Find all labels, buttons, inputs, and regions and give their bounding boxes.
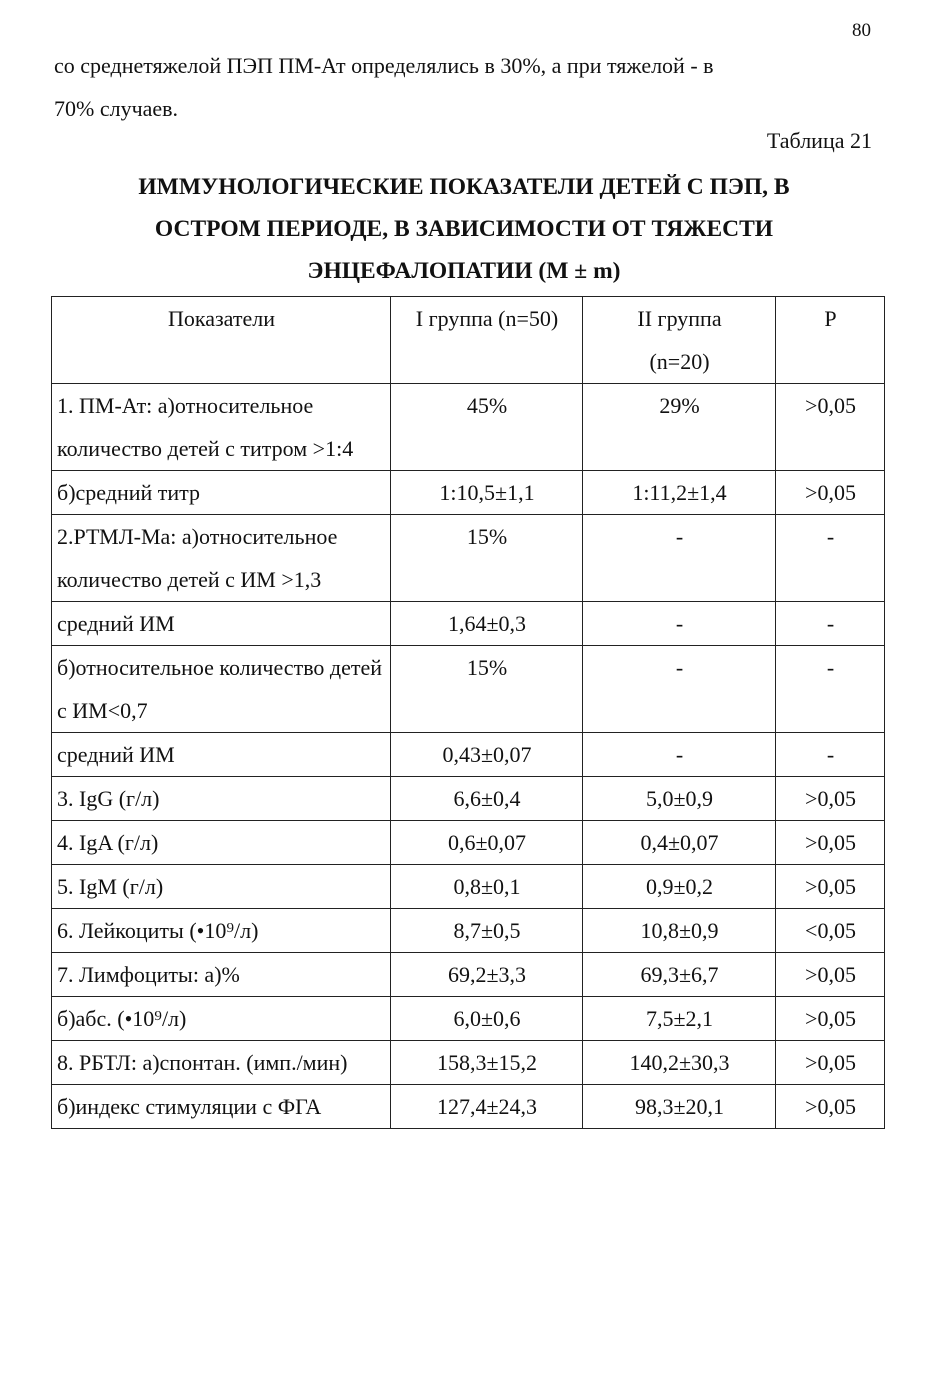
header-p: Р	[776, 297, 885, 384]
table-row	[52, 821, 885, 865]
table-row	[52, 515, 885, 602]
cell-group1: 6,6±0,4	[391, 777, 583, 821]
cell-group1: 158,3±15,2	[391, 1041, 583, 1085]
cell-group1: 0,8±0,1	[391, 865, 583, 909]
cell-group2: -	[583, 515, 776, 602]
cell-p: >0,05	[776, 384, 885, 471]
cell-p: >0,05	[776, 821, 885, 865]
cell-group1: 15%	[391, 515, 583, 602]
cell-indicator: б)средний титр	[52, 471, 391, 515]
header-group2-line1: II группа	[637, 306, 722, 331]
cell-group2: 1:11,2±1,4	[583, 471, 776, 515]
cell-p: <0,05	[776, 909, 885, 953]
immunology-table	[51, 296, 885, 1129]
cell-group2: 0,4±0,07	[583, 821, 776, 865]
table-row	[52, 602, 885, 646]
cell-indicator: 4. IgA (г/л)	[52, 821, 391, 865]
cell-indicator: средний ИМ	[52, 602, 391, 646]
cell-group1: 45%	[391, 384, 583, 471]
table-title	[54, 166, 874, 292]
cell-group2: 7,5±2,1	[583, 997, 776, 1041]
cell-indicator: 2.РТМЛ-Ма: а)относительное количество детей с ИМ >1,3	[52, 515, 391, 602]
table-row	[52, 471, 885, 515]
cell-p: >0,05	[776, 1085, 885, 1129]
cell-group1: 6,0±0,6	[391, 997, 583, 1041]
cell-group1: 1,64±0,3	[391, 602, 583, 646]
intro-paragraph	[54, 44, 874, 130]
cell-indicator: 7. Лимфоциты: а)%	[52, 953, 391, 997]
cell-p: >0,05	[776, 953, 885, 997]
cell-indicator: б)индекс стимуляции с ФГА	[52, 1085, 391, 1129]
cell-p: >0,05	[776, 865, 885, 909]
table-row	[52, 909, 885, 953]
table-row	[52, 865, 885, 909]
header-indicator: Показатели	[52, 297, 391, 384]
cell-group2: 69,3±6,7	[583, 953, 776, 997]
cell-indicator: 5. IgM (г/л)	[52, 865, 391, 909]
cell-indicator: б)относительное количество детей с ИМ<0,7	[52, 646, 391, 733]
cell-group2: -	[583, 733, 776, 777]
cell-p: -	[776, 602, 885, 646]
table-header-row	[52, 297, 885, 384]
title-line-2: ОСТРОМ ПЕРИОДЕ, В ЗАВИСИМОСТИ ОТ ТЯЖЕСТИ	[154, 216, 774, 242]
table-row	[52, 953, 885, 997]
intro-line-2: 70% случаев.	[54, 96, 179, 121]
header-group2-line2: (n=20)	[649, 349, 710, 374]
cell-group1: 127,4±24,3	[391, 1085, 583, 1129]
header-group2	[583, 297, 776, 384]
cell-p: >0,05	[776, 471, 885, 515]
cell-group2: 98,3±20,1	[583, 1085, 776, 1129]
cell-group1: 0,6±0,07	[391, 821, 583, 865]
cell-indicator: 8. РБТЛ: а)спонтан. (имп./мин)	[52, 1041, 391, 1085]
cell-group2: 0,9±0,2	[583, 865, 776, 909]
cell-indicator: 1. ПМ-Ат: а)относительное количество детей с титром >1:4	[52, 384, 391, 471]
cell-p: >0,05	[776, 777, 885, 821]
table-row	[52, 646, 885, 733]
cell-group1: 0,43±0,07	[391, 733, 583, 777]
cell-indicator: б)абс. (•10⁹/л)	[52, 997, 391, 1041]
cell-group2: -	[583, 646, 776, 733]
cell-indicator: 3. IgG (г/л)	[52, 777, 391, 821]
cell-indicator: 6. Лейкоциты (•10⁹/л)	[52, 909, 391, 953]
cell-group1: 8,7±0,5	[391, 909, 583, 953]
cell-p: -	[776, 733, 885, 777]
cell-group2: 140,2±30,3	[583, 1041, 776, 1085]
table-row	[52, 777, 885, 821]
table-row	[52, 997, 885, 1041]
page-number: 80	[852, 20, 871, 41]
table-row	[52, 1041, 885, 1085]
cell-group2: 29%	[583, 384, 776, 471]
table-row	[52, 384, 885, 471]
cell-p: -	[776, 646, 885, 733]
title-line-1: ИММУНОЛОГИЧЕСКИЕ ПОКАЗАТЕЛИ ДЕТЕЙ С ПЭП, В	[138, 174, 790, 200]
cell-p: -	[776, 515, 885, 602]
cell-indicator: средний ИМ	[52, 733, 391, 777]
cell-group2: 10,8±0,9	[583, 909, 776, 953]
table-label: Таблица 21	[766, 128, 872, 153]
cell-group2: -	[583, 602, 776, 646]
cell-group1: 15%	[391, 646, 583, 733]
cell-group1: 69,2±3,3	[391, 953, 583, 997]
table-row	[52, 1085, 885, 1129]
cell-group1: 1:10,5±1,1	[391, 471, 583, 515]
cell-p: >0,05	[776, 1041, 885, 1085]
cell-p: >0,05	[776, 997, 885, 1041]
cell-group2: 5,0±0,9	[583, 777, 776, 821]
header-group1: I группа (n=50)	[391, 297, 583, 384]
title-line-3: ЭНЦЕФАЛОПАТИИ (М ± m)	[307, 258, 621, 284]
intro-line-1: со среднетяжелой ПЭП ПМ-Ат определялись в 30%, а при тяжелой - в	[54, 53, 714, 78]
table-row	[52, 733, 885, 777]
